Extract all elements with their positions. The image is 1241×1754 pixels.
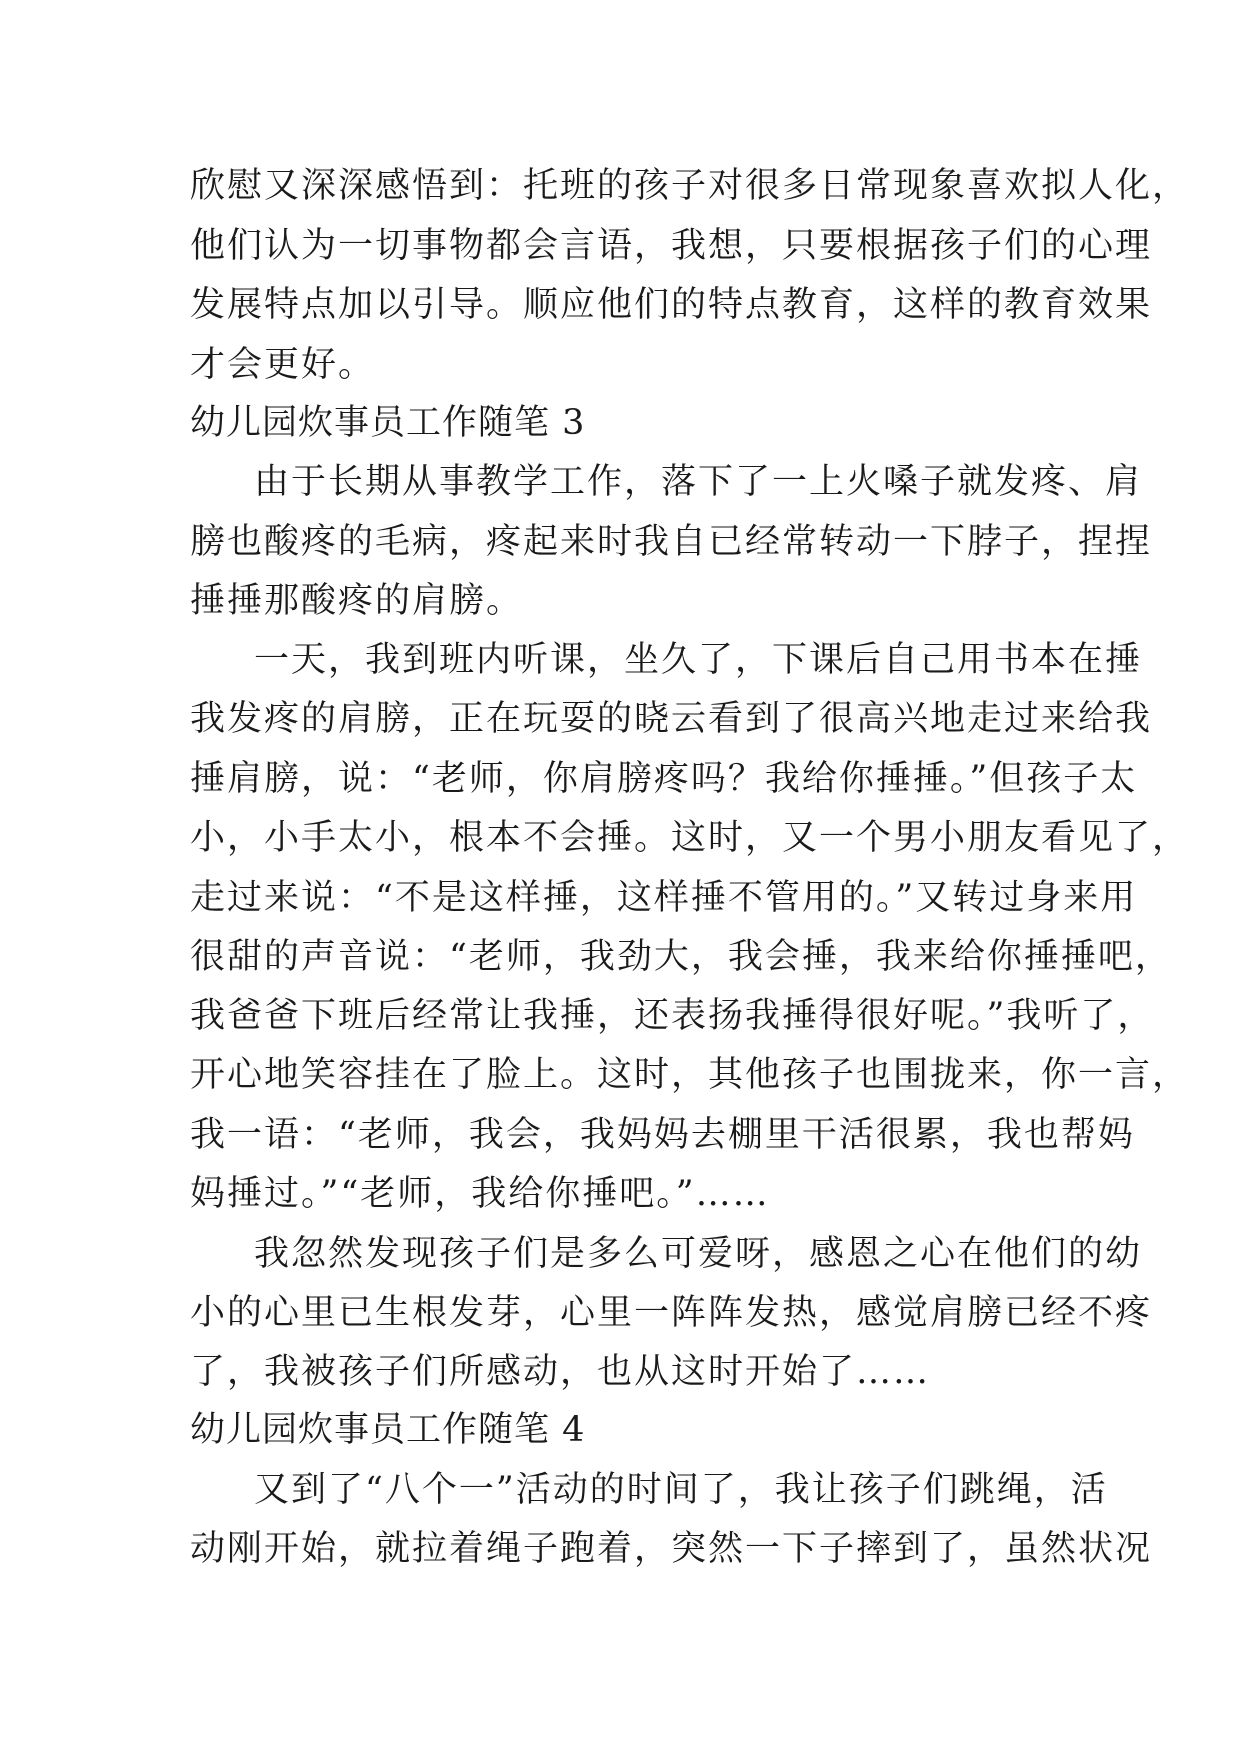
body-text-line: 膀也酸疼的毛病，疼起来时我自已经常转动一下脖子，捏捏 <box>190 522 1153 562</box>
paragraph-first-line: 一天，我到班内听课，坐久了，下课后自己用书本在捶 <box>254 640 1143 680</box>
paragraph-first-line: 由于长期从事教学工作，落下了一上火嗓子就发疼、肩 <box>254 462 1143 502</box>
body-text-line: 小，小手太小，根本不会捶。这时，又一个男小朋友看见了， <box>190 818 1190 858</box>
paragraph-first-line: 又到了“八个一”活动的时间了，我让孩子们跳绳，活 <box>254 1470 1108 1510</box>
section-heading: 幼儿园炊事员工作随笔 3 <box>190 403 586 443</box>
body-text-line: 动刚开始，就拉着绳子跑着，突然一下子摔到了，虽然状况 <box>190 1529 1153 1569</box>
body-text-line: 走过来说：“不是这样捶，这样捶不管用的。”又转过身来用 <box>190 878 1138 918</box>
body-text-line: 我爸爸下班后经常让我捶，还表扬我捶得很好呢。”我听了， <box>190 996 1155 1036</box>
paragraph-first-line: 我忽然发现孩子们是多么可爱呀，感恩之心在他们的幼 <box>254 1234 1143 1274</box>
body-text-line: 发展特点加以引导。顺应他们的特点教育，这样的教育效果 <box>190 285 1153 325</box>
body-text-line: 了，我被孩子们所感动，也从这时开始了…… <box>190 1352 931 1392</box>
body-text-line: 很甜的声音说：“老师，我劲大，我会捶，我来给你捶捶吧， <box>190 937 1172 977</box>
body-text-line: 开心地笑容挂在了脸上。这时，其他孩子也围拢来，你一言， <box>190 1055 1190 1095</box>
body-text-line: 捶肩膀，说：“老师，你肩膀疼吗？我给你捶捶。”但孩子太 <box>190 759 1138 799</box>
body-text-line: 他们认为一切事物都会言语，我想，只要根据孩子们的心理 <box>190 226 1153 266</box>
body-text-line: 欣慰又深深感悟到：托班的孩子对很多日常现象喜欢拟人化， <box>190 166 1190 206</box>
body-text-line: 才会更好。 <box>190 345 376 385</box>
section-heading: 幼儿园炊事员工作随笔 4 <box>190 1410 586 1450</box>
body-text-line: 捶捶那酸疼的肩膀。 <box>190 581 524 621</box>
body-text-line: 我一语：“老师，我会，我妈妈去棚里干活很累，我也帮妈 <box>190 1115 1135 1155</box>
body-text-line: 小的心里已生根发芽，心里一阵阵发热，感觉肩膀已经不疼 <box>190 1293 1153 1333</box>
body-text-line: 我发疼的肩膀，正在玩耍的晓云看到了很高兴地走过来给我 <box>190 699 1153 739</box>
body-text-line: 妈捶过。”“老师，我给你捶吧。”…… <box>190 1174 770 1214</box>
